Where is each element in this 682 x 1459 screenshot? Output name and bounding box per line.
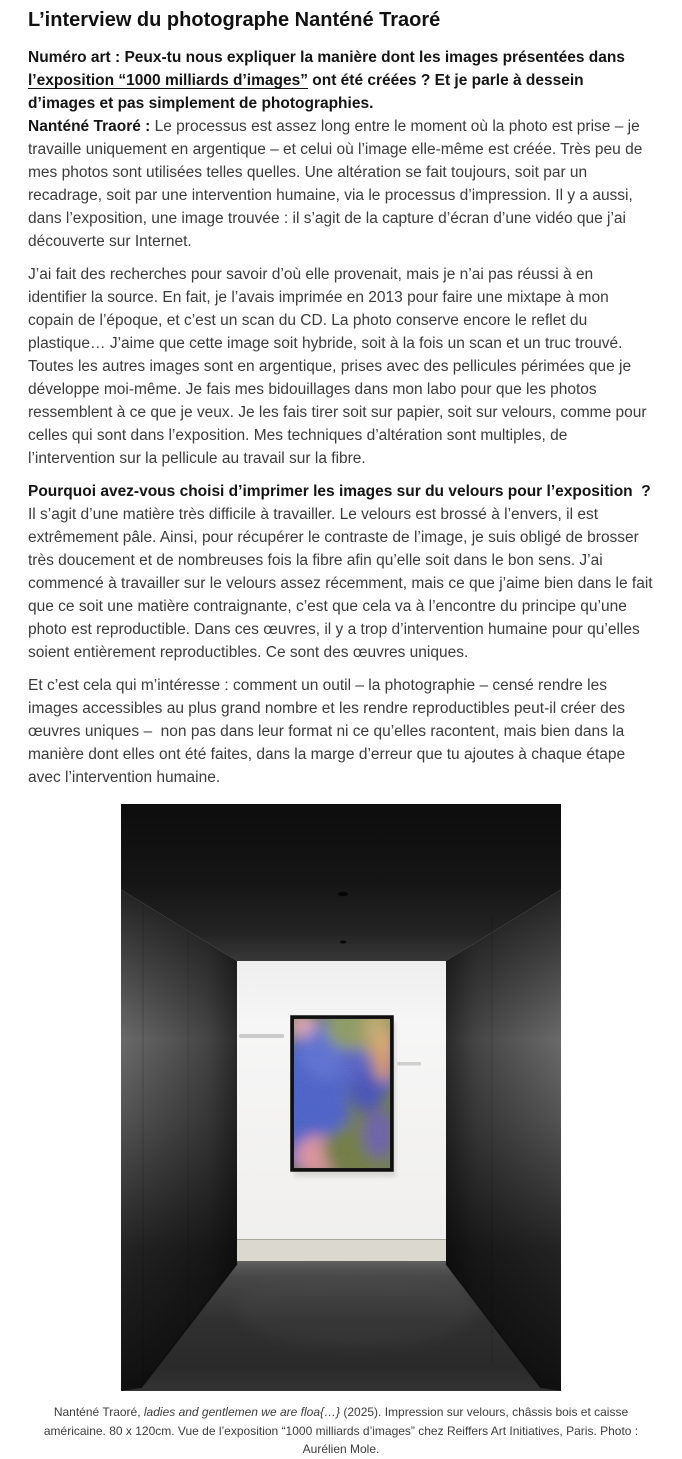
gallery-corridor-scene	[121, 804, 561, 1391]
interview-question-2: Pourquoi avez-vous choisi d’imprimer les images sur du velours pour l’exposition ?	[28, 483, 651, 500]
speaker-name: Nanténé Traoré :	[28, 118, 151, 135]
interview-answer-2: Il s’agit d’une matière très difficile à travailler. Le velours est brossé à l’envers, il est extrêmement pâle. Ainsi, pour récupérer le contraste de l’image, je suis obligé de brosser très doucement et de nombreuses fois la fibre afin qu’elle soit dans le bon sens. J’ai commencé à travailler sur le velours assez récemment, mais ce que j’aime bien dans le fait que ce soit une matière contraignante, c’est que cela va à l’encontre du principe qu’une photo est reproductible. Dans ces œuvres, il y a trop d’intervention humaine pour qu’elles soient entièrement reproductibles. Ce sont des œuvres uniques.	[28, 506, 653, 661]
photo-caption	[0, 1403, 682, 1459]
wall-label-right	[397, 1062, 421, 1066]
question-1-prefix: Numéro art : Peux-tu nous expliquer la manière dont les images présentées dans	[28, 49, 625, 66]
ceiling-light-fixture	[338, 892, 348, 896]
question-1-suffix: ont été créées ? Et je parle à dessein d’images et pas simplement de photographies.	[28, 72, 584, 112]
interview-answer-1	[28, 115, 654, 253]
interview-question-1	[28, 46, 654, 115]
caption-artist: Nanténé Traoré,	[53, 1405, 144, 1419]
ceiling-sensor	[340, 940, 346, 943]
artwork-grain	[294, 1019, 390, 1168]
paragraph-conclusion: Et c’est cela qui m’intéresse : comment un outil – la photographie – censé rendre les images accessibles au plus grand nombre et les rendre reproductibles peut-il créer des œuvres uniques – non pas dans leur format ni ce qu’elles racontent, mais bien dans la manière dont elles ont été faites, dans la marge d’erreur que tu ajoutes à chaque étape avec l’intervention humaine.	[28, 677, 626, 786]
page-title: L’interview du photographe Nanténé Traoré	[28, 9, 441, 31]
floor-sheen	[236, 1271, 476, 1347]
article-body	[0, 7, 682, 789]
answer-1-text: Le processus est assez long entre le moment où la photo est prise – je travaille uniquement en argentique – et celui où l’image elle-même est créée. Très peu de mes photos sont utilisées telles quelles. Une altération se fait toujours, soit par un recadrage, soit par une intervention humaine, via le processus d’impression. Il y a aussi, dans l’exposition, une image trouvée : il s’agit de la capture d’écran d’une vidéo que j’ai découverte sur Internet.	[28, 118, 643, 250]
paragraph-found-image: J’ai fait des recherches pour savoir d’où elle provenait, mais je n’ai pas réussi à en identifier la source. En fait, je l’avais imprimée en 2013 pour faire une mixtape à mon copain de l’époque, et c’est un scan du CD. La photo conserve encore le reflet du plastique… J’aime que cette image soit hybride, soit à la fois un scan et un truc trouvé. Toutes les autres images sont en argentique, prises avec des pellicules périmées que je développe moi-même. Je fais mes bidouillages dans mon labo pour que les photos ressemblent à ce que je veux. Je les fais tirer soit sur papier, soit sur velours, comme pour celles qui sont dans l’exposition. Mes techniques d’altération sont multiples, de l’intervention sur la pellicule au travail sur la fibre.	[28, 266, 647, 467]
caption-artwork-title: ladies and gentlemen we are floa{…}	[143, 1405, 341, 1419]
wall-label-left	[239, 1034, 284, 1038]
baseboard	[231, 1239, 451, 1263]
exhibition-photo	[121, 804, 561, 1391]
caption-details: (2025). Impression sur velours, châssis bois et caisse américaine. 80 x 120cm. Vue de l’exposition “1000 milliards d’images” chez Reiffers Art Initiatives, Paris. Photo : Aurélien Mole.	[43, 1405, 639, 1456]
exhibition-link[interactable]: l’exposition “1000 milliards d’images”	[28, 72, 308, 89]
